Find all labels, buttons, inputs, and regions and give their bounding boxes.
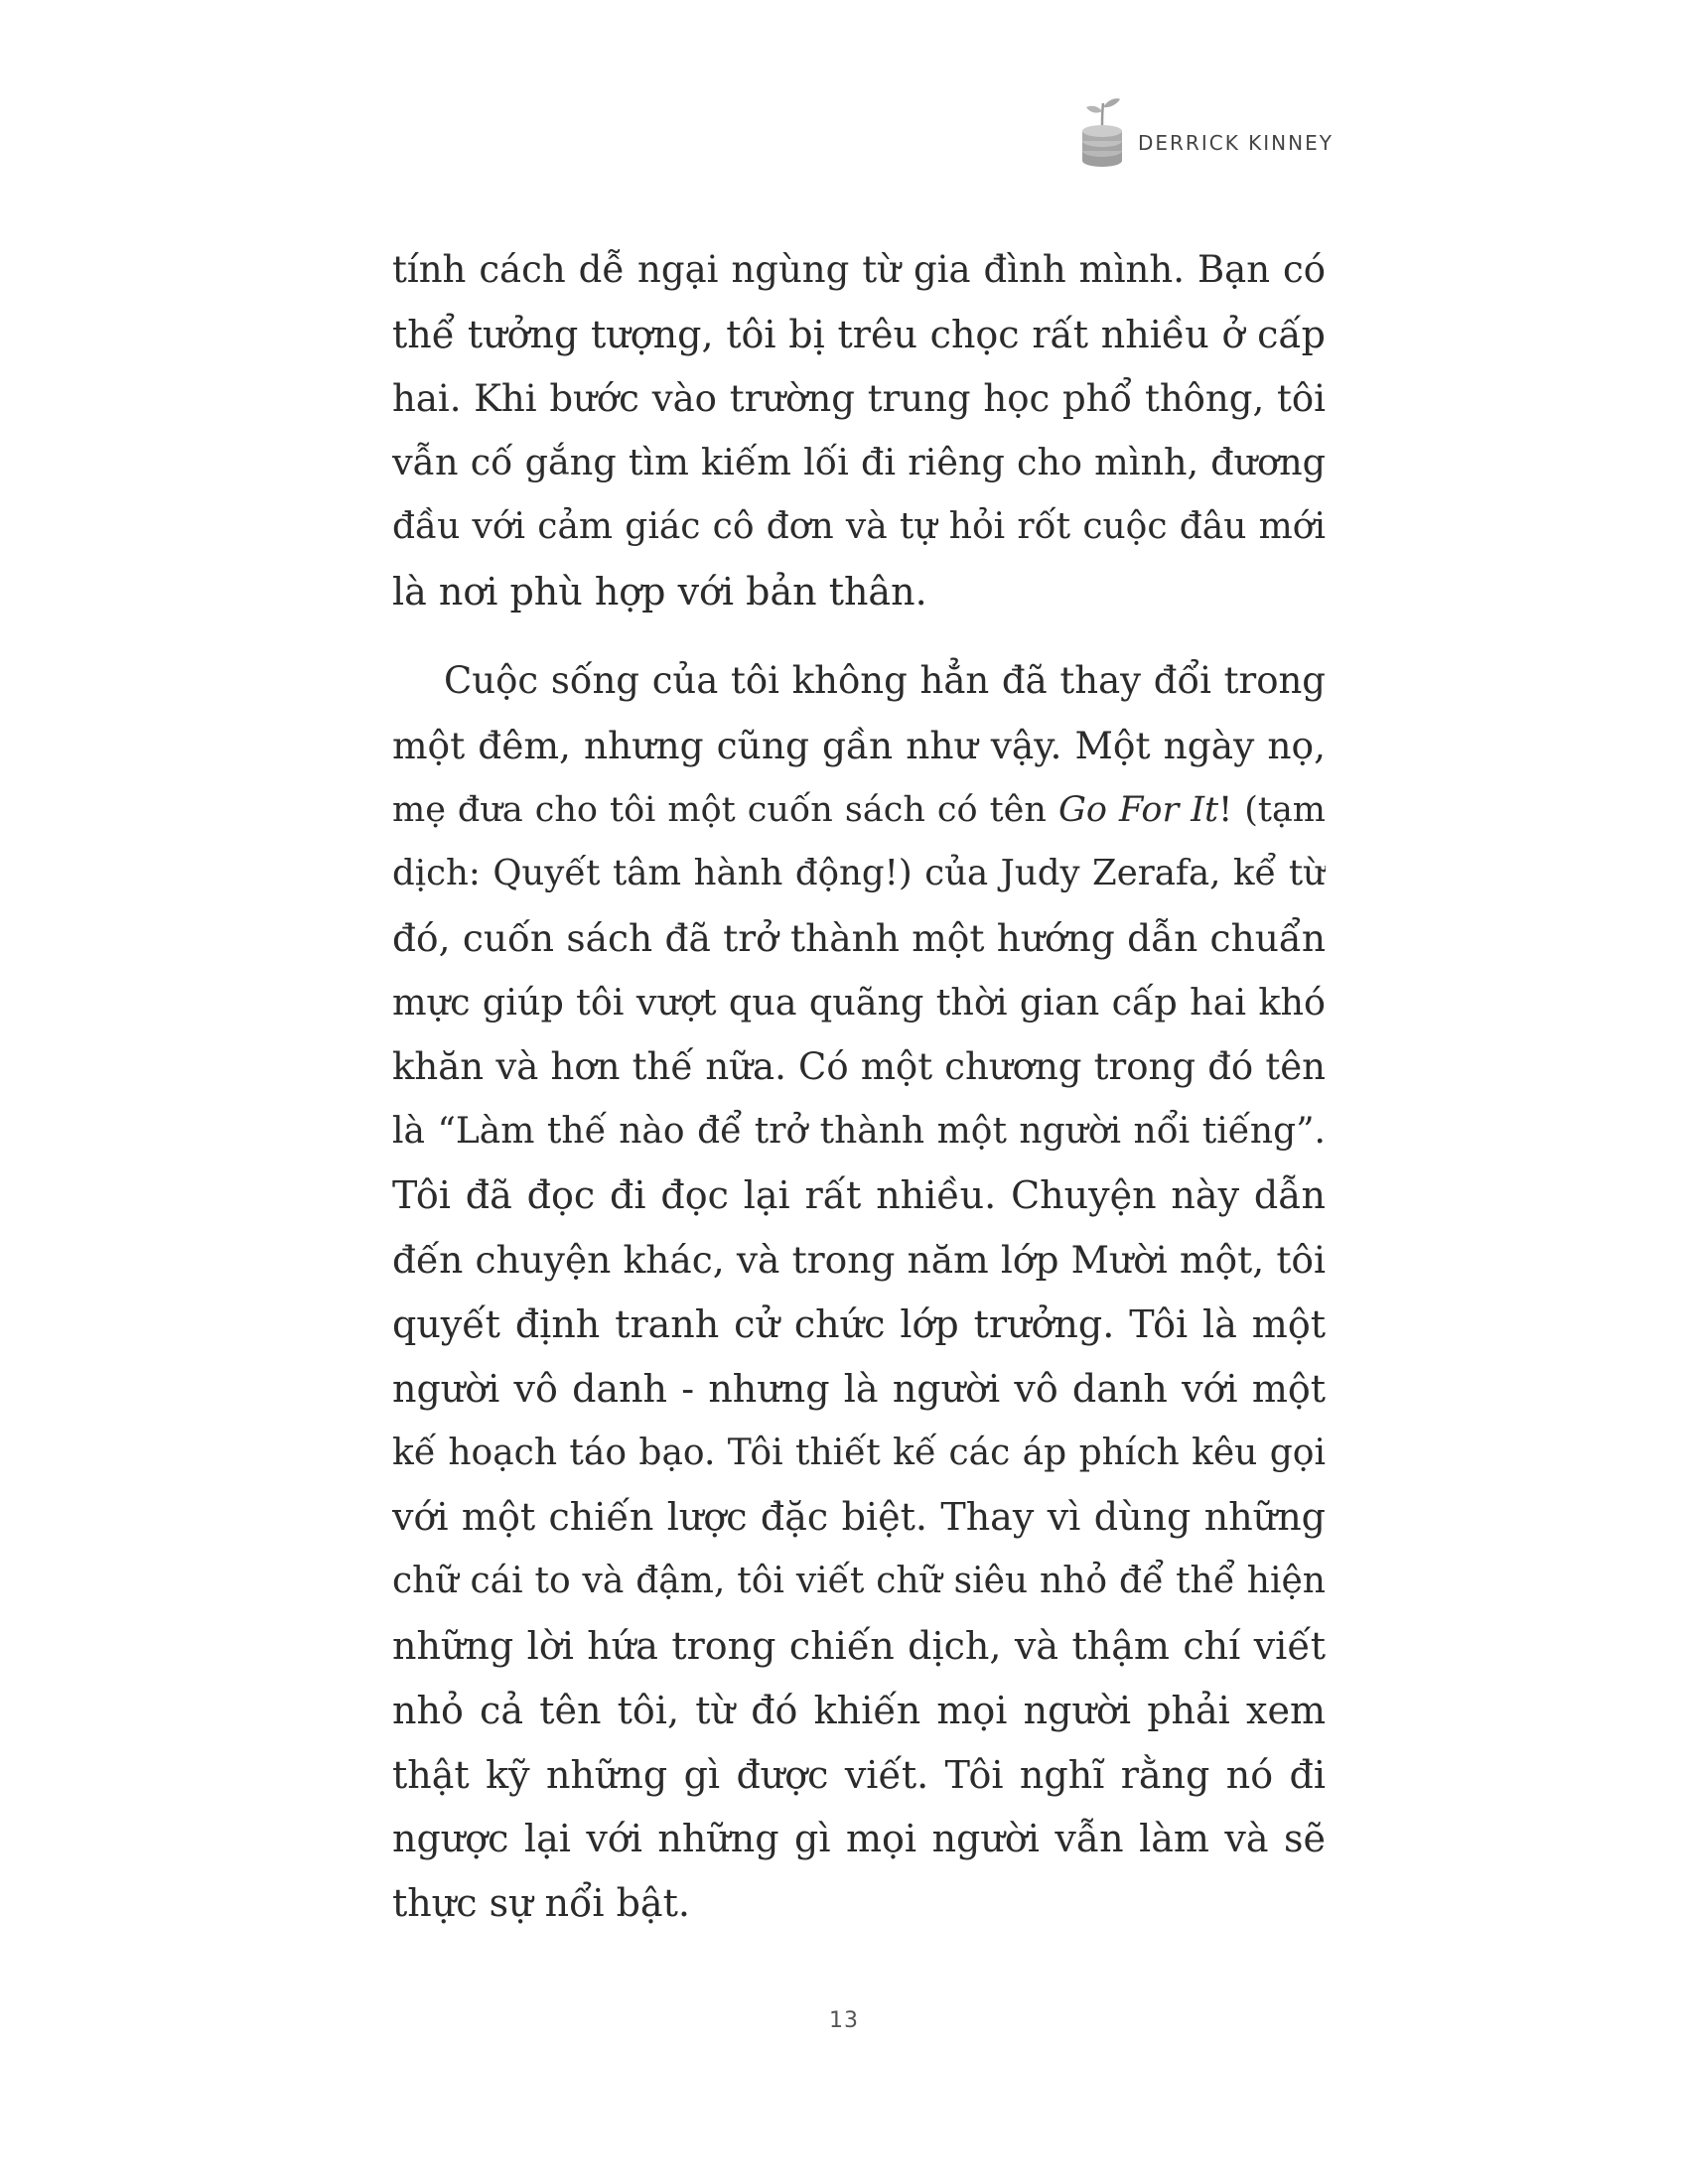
text-line: thực sự nổi bật. xyxy=(392,1881,690,1926)
running-header xyxy=(1080,91,1338,171)
text-line: là “Làm thế nào để trở thành một người nổi tiếng”. xyxy=(392,1110,1326,1152)
paragraph-1 xyxy=(392,238,1326,624)
text-line: với một chiến lược đặc biệt. Thay vì dùng những xyxy=(392,1495,1326,1540)
text-line: khăn và hơn thế nữa. Có một chương trong đó tên xyxy=(392,1044,1326,1088)
text-line: đầu với cảm giác cô đơn và tự hỏi rốt cuộc đâu mới xyxy=(392,506,1326,548)
text-line: hai. Khi bước vào trường trung học phổ thông, tôi xyxy=(392,376,1326,420)
text-line: một đêm, nhưng cũng gần như vậy. Một ngày nọ, xyxy=(392,723,1326,767)
paragraph-2 xyxy=(392,649,1326,1936)
text-line: Tôi đã đọc đi đọc lại rất nhiều. Chuyện này dẫn xyxy=(392,1173,1326,1218)
text-line-with-book-title xyxy=(392,778,1326,843)
text-line: kế hoạch táo bạo. Tôi thiết kế các áp phích kêu gọi xyxy=(392,1432,1326,1473)
text-segment: mẹ đưa cho tôi một cuốn sách có tên xyxy=(392,789,1058,830)
text-line: dịch: Quyết tâm hành động!) của Judy Zerafa, kể từ xyxy=(392,853,1326,894)
page-number: 13 xyxy=(829,2008,859,2033)
text-line: nhỏ cả tên tôi, từ đó khiến mọi người phải xem xyxy=(392,1688,1326,1732)
text-line: đến chuyện khác, và trong năm lớp Mười một, tôi xyxy=(392,1238,1326,1283)
book-title: Go For It xyxy=(1057,789,1219,830)
text-segment: ! (tạm xyxy=(1218,789,1326,830)
author-name: DERRICK KINNEY xyxy=(1138,131,1334,155)
text-line: thể tưởng tượng, tôi bị trêu chọc rất nhiều ở cấp xyxy=(392,312,1326,356)
sprouting-coin-stack-icon xyxy=(1080,91,1124,171)
text-line: quyết định tranh cử chức lớp trưởng. Tôi là một xyxy=(392,1301,1326,1346)
text-line: mực giúp tôi vượt qua quãng thời gian cấp hai khó xyxy=(392,980,1326,1024)
text-line: Cuộc sống của tôi không hẳn đã thay đổi trong xyxy=(444,659,1326,702)
text-line: tính cách dễ ngại ngùng từ gia đình mình. Bạn có xyxy=(392,248,1326,291)
text-line: ngược lại với những gì mọi người vẫn làm và sẽ xyxy=(392,1817,1326,1861)
text-line: chữ cái to và đậm, tôi viết chữ siêu nhỏ để thể hiện xyxy=(392,1561,1326,1602)
text-line: vẫn cố gắng tìm kiếm lối đi riêng cho mình, đương xyxy=(392,441,1326,484)
text-line: người vô danh - nhưng là người vô danh với một xyxy=(392,1366,1326,1411)
text-line: những lời hứa trong chiến dịch, và thậm chí viết xyxy=(392,1623,1326,1668)
text-line: đó, cuốn sách đã trở thành một hướng dẫn chuẩn xyxy=(392,916,1326,961)
text-line: là nơi phù hợp với bản thân. xyxy=(392,569,927,614)
text-line: thật kỹ những gì được viết. Tôi nghĩ rằng nó đi xyxy=(392,1752,1326,1797)
